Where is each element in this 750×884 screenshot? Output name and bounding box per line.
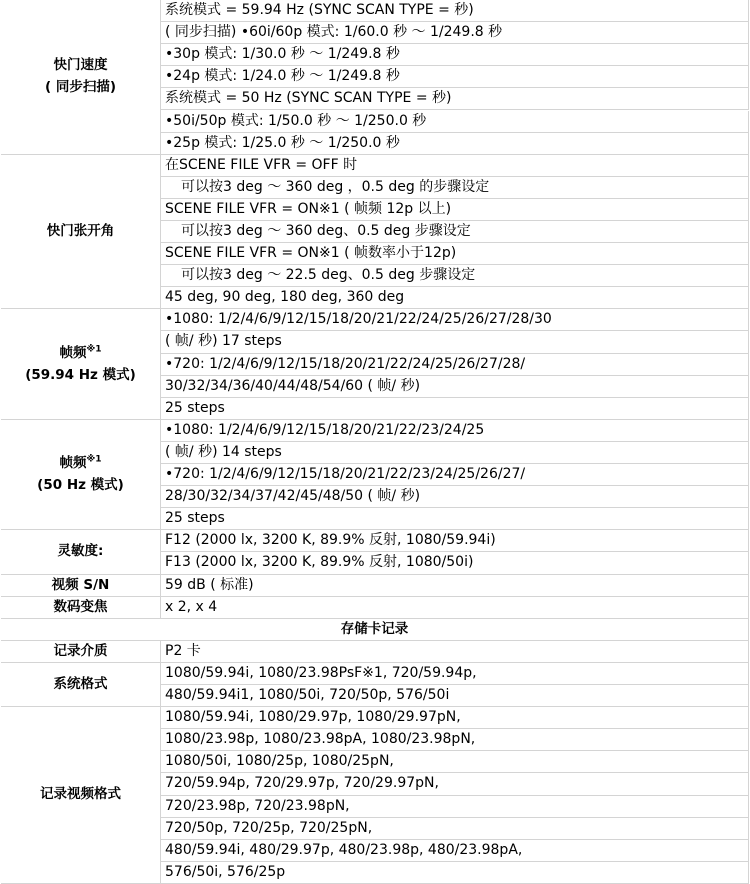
spec-value-cell <box>161 773 749 795</box>
spec-value-cell <box>161 663 749 685</box>
spec-label <box>1 475 160 496</box>
spec-value: •720: 1/2/4/6/9/12/15/18/20/21/22/24/25/26/27/28/ <box>165 355 526 372</box>
spec-value: 25 steps <box>165 399 225 416</box>
spec-value-cell <box>161 442 749 464</box>
footnote-mark: ※1 <box>86 344 102 355</box>
spec-label <box>1 365 160 386</box>
spec-value: 在SCENE FILE VFR = OFF 时 <box>165 156 358 173</box>
spec-value-cell <box>161 155 749 177</box>
section-title: 存储卡记录 <box>340 620 409 637</box>
spec-value-cell <box>161 751 749 773</box>
spec-label <box>1 541 160 562</box>
spec-value: 720/23.98p, 720/23.98pN, <box>165 797 350 814</box>
spec-value-cell <box>161 818 749 840</box>
spec-value: 59 dB ( 标准) <box>165 576 254 593</box>
spec-value-cell <box>161 221 749 243</box>
spec-value-cell <box>161 0 749 22</box>
spec-value-cell <box>161 486 749 508</box>
spec-value: 25 steps <box>165 510 225 527</box>
spec-label-text: 系统格式 <box>53 675 108 692</box>
spec-value-cell <box>161 597 749 619</box>
spec-value-cell <box>161 685 749 707</box>
spec-value: ( 帧/ 秒) 14 steps <box>165 443 282 460</box>
spec-value: 1080/23.98p, 1080/23.98pA, 1080/23.98pN, <box>165 731 476 748</box>
spec-value-cell <box>161 575 749 597</box>
spec-group <box>1 420 749 531</box>
spec-label-cell <box>1 530 161 574</box>
spec-value: 576/50i, 576/25p <box>165 863 286 880</box>
spec-value-cell <box>161 641 749 663</box>
spec-label-text: 帧频 <box>59 344 87 361</box>
spec-value-cell <box>161 729 749 751</box>
spec-value-cell <box>161 44 749 66</box>
spec-value-cell <box>161 265 749 287</box>
spec-value: 720/50p, 720/25p, 720/25pN, <box>165 819 373 836</box>
spec-label-text: 帧频 <box>59 455 87 472</box>
footnote-mark: ※1 <box>86 454 102 465</box>
spec-group <box>1 530 749 574</box>
spec-table <box>1 0 749 884</box>
spec-value-cell <box>161 508 749 530</box>
spec-group <box>1 309 749 420</box>
spec-label-text: 灵敏度: <box>57 543 104 560</box>
spec-label-cell <box>1 155 161 310</box>
spec-group <box>1 707 749 884</box>
spec-value: SCENE FILE VFR = ON※1 ( 帧频 12p 以上) <box>165 200 452 217</box>
spec-group <box>1 663 749 707</box>
spec-value: SCENE FILE VFR = ON※1 ( 帧数率小于12p) <box>165 245 457 262</box>
spec-label-cell <box>1 0 161 155</box>
spec-group <box>1 155 749 310</box>
spec-value-cell <box>161 177 749 199</box>
spec-label <box>1 77 160 98</box>
spec-label <box>1 575 160 596</box>
spec-value: 480/59.94i, 480/29.97p, 480/23.98p, 480/23.98pA, <box>165 841 523 858</box>
spec-value: x 2, x 4 <box>165 598 218 615</box>
spec-value: 系统模式 = 59.94 Hz (SYNC SCAN TYPE = 秒) <box>165 2 474 18</box>
spec-group <box>1 0 749 155</box>
spec-label <box>1 641 160 662</box>
spec-label-cell <box>1 707 161 884</box>
spec-value-cell <box>161 111 749 133</box>
spec-label <box>1 674 160 695</box>
spec-value-cell <box>161 420 749 442</box>
spec-label-cell <box>1 663 161 707</box>
section-row <box>1 619 749 641</box>
spec-label-text: 快门张开角 <box>46 222 115 239</box>
spec-value-cell <box>161 287 749 309</box>
spec-value: 30/32/34/36/40/44/48/54/60 ( 帧/ 秒) <box>165 377 421 394</box>
spec-value: •1080: 1/2/4/6/9/12/15/18/20/21/22/23/24/25 <box>165 421 485 438</box>
spec-label <box>1 55 160 76</box>
spec-value-cell <box>161 552 749 574</box>
spec-label-cell <box>1 420 161 531</box>
spec-value: 可以按3 deg ～ 22.5 deg、0.5 deg 步骤设定 <box>181 267 476 284</box>
spec-value-cell <box>161 707 749 729</box>
spec-value: •24p 模式: 1/24.0 秒 ～ 1/249.8 秒 <box>165 68 400 85</box>
spec-label-text: ( 同步扫描) <box>44 79 117 96</box>
spec-value-cell <box>161 398 749 420</box>
spec-label-text: 快门速度 <box>53 57 108 74</box>
spec-value-cell <box>161 133 749 155</box>
spec-label-cell <box>1 641 161 663</box>
spec-value: ( 同步扫描) •60i/60p 模式: 1/60.0 秒 ～ 1/249.8 秒 <box>165 24 503 41</box>
spec-label <box>1 221 160 242</box>
spec-value: F12 (2000 lx, 3200 K, 89.9% 反射, 1080/59.94i) <box>165 532 496 549</box>
spec-label-text: 数码变焦 <box>53 598 108 615</box>
spec-value-cell <box>161 464 749 486</box>
spec-value: •30p 模式: 1/30.0 秒 ～ 1/249.8 秒 <box>165 46 400 63</box>
spec-value: 45 deg, 90 deg, 180 deg, 360 deg <box>165 289 405 306</box>
spec-value-cell <box>161 862 749 884</box>
spec-value: 可以按3 deg ～ 360 deg、0.5 deg 步骤设定 <box>181 222 471 239</box>
spec-label-text: 视频 S/N <box>51 576 110 593</box>
spec-value: F13 (2000 lx, 3200 K, 89.9% 反射, 1080/50i) <box>165 554 474 571</box>
spec-label <box>1 343 160 364</box>
spec-value-cell <box>161 22 749 44</box>
spec-value: •50i/50p 模式: 1/50.0 秒 ～ 1/250.0 秒 <box>165 112 427 129</box>
spec-value-cell <box>161 796 749 818</box>
spec-group <box>1 597 749 619</box>
spec-label <box>1 453 160 474</box>
spec-value-cell <box>161 66 749 88</box>
spec-value: 1080/59.94i, 1080/29.97p, 1080/29.97pN, <box>165 709 461 726</box>
spec-value-cell <box>161 88 749 110</box>
spec-label-text: (59.94 Hz 模式) <box>25 366 136 383</box>
spec-value-cell <box>161 199 749 221</box>
spec-group <box>1 641 749 663</box>
spec-value-cell <box>161 243 749 265</box>
spec-value: 480/59.94i1, 1080/50i, 720/50p, 576/50i <box>165 687 450 704</box>
spec-value: 720/59.94p, 720/29.97p, 720/29.97pN, <box>165 775 439 792</box>
spec-label-cell <box>1 597 161 619</box>
section-header <box>1 619 749 641</box>
spec-label-cell <box>1 575 161 597</box>
spec-value-cell <box>161 376 749 398</box>
spec-value: 28/30/32/34/37/42/45/48/50 ( 帧/ 秒) <box>165 488 421 505</box>
spec-value: 1080/50i, 1080/25p, 1080/25pN, <box>165 753 394 770</box>
spec-value: 可以按3 deg ～ 360 deg ，0.5 deg 的步骤设定 <box>181 178 490 195</box>
spec-label <box>1 597 160 618</box>
spec-value: •25p 模式: 1/25.0 秒 ～ 1/250.0 秒 <box>165 134 400 151</box>
spec-value-cell <box>161 840 749 862</box>
spec-label <box>1 784 160 805</box>
spec-value: ( 帧/ 秒) 17 steps <box>165 333 282 350</box>
spec-label-text: 记录介质 <box>53 642 108 659</box>
spec-value: 1080/59.94i, 1080/23.98PsF※1, 720/59.94p, <box>165 664 477 681</box>
spec-value-cell <box>161 309 749 331</box>
spec-label-cell <box>1 309 161 420</box>
spec-value: •720: 1/2/4/6/9/12/15/18/20/21/22/23/24/25/26/27/ <box>165 466 526 483</box>
spec-value: P2 卡 <box>165 642 201 659</box>
spec-value: 系统模式 = 50 Hz (SYNC SCAN TYPE = 秒) <box>165 90 452 107</box>
spec-label-text: (50 Hz 模式) <box>37 477 124 494</box>
spec-value-cell <box>161 530 749 552</box>
spec-value-cell <box>161 331 749 353</box>
spec-value: •1080: 1/2/4/6/9/12/15/18/20/21/22/24/25/26/27/28/30 <box>165 311 552 328</box>
spec-group <box>1 575 749 597</box>
spec-label-text: 记录视频格式 <box>40 786 121 803</box>
spec-value-cell <box>161 354 749 376</box>
